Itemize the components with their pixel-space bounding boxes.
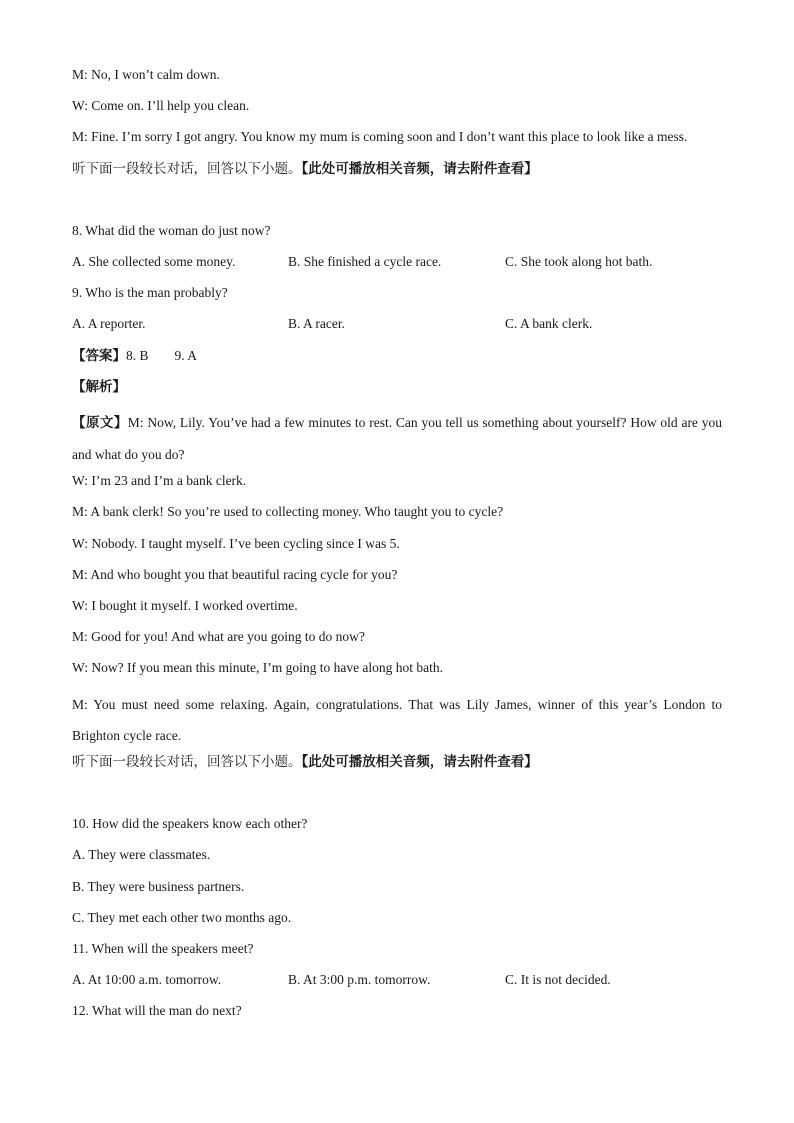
question-options xyxy=(72,969,722,1000)
analysis-label: 【解析】 xyxy=(72,378,126,395)
listening-instruction xyxy=(72,751,722,782)
dialogue-line: M: No, I won’t calm down. xyxy=(72,67,220,82)
transcript-line: W: I bought it myself. I worked overtime. xyxy=(72,598,298,614)
question-options xyxy=(72,313,722,344)
option-c: C. A bank clerk. xyxy=(505,316,593,332)
transcript-last: M: You must need some relaxing. Again, congratulations. That was Lily James, winner of this year’s London to Brighton cycle race. xyxy=(72,696,722,743)
instruction-text: 听下面一段较长对话，回答以下小题。 xyxy=(72,160,302,177)
option-b: B. At 3:00 p.m. tomorrow. xyxy=(288,972,431,988)
option-c: C. It is not decided. xyxy=(505,972,611,988)
question-stem: 12. What will the man do next? xyxy=(72,1003,242,1019)
option-b: B. A racer. xyxy=(288,316,345,332)
question-stem: 11. When will the speakers meet? xyxy=(72,940,254,956)
option-b: B. She finished a cycle race. xyxy=(288,253,442,269)
question-stem: 8. What did the woman do just now? xyxy=(72,222,271,238)
transcript-text: M: Now, Lily. You’ve had a few minutes to rest. Can you tell us something about yourself? How old are you and what do you do? xyxy=(72,414,722,463)
option-b: B. They were business partners. xyxy=(72,878,245,894)
option-c: C. They met each other two months ago. xyxy=(72,909,292,925)
question-options xyxy=(72,251,722,282)
transcript-line: W: Now? If you mean this minute, I’m going to have along hot bath. xyxy=(72,660,444,676)
option-a: A. They were classmates. xyxy=(72,847,211,863)
option-a: A. At 10:00 a.m. tomorrow. xyxy=(72,972,222,988)
answer-8: 8. B xyxy=(126,347,149,363)
option-a: A. A reporter. xyxy=(72,316,146,332)
transcript-line: M: Good for you! And what are you going to do now? xyxy=(72,629,365,645)
analysis-line xyxy=(72,376,722,407)
transcript-first xyxy=(72,407,722,470)
dialogue-line: W: Come on. I’ll help you clean. xyxy=(72,98,250,114)
audio-note: 【此处可播放相关音频，请去附件查看】 xyxy=(301,160,538,177)
transcript-line: M: And who bought you that beautiful racing cycle for you? xyxy=(72,566,398,582)
option-a: A. She collected some money. xyxy=(72,253,236,269)
question-stem: 9. Who is the man probably? xyxy=(72,285,228,301)
transcript-line: W: Nobody. I taught myself. I’ve been cycling since I was 5. xyxy=(72,535,400,551)
question-stem: 10. How did the speakers know each other? xyxy=(72,816,308,832)
transcript-line: M: A bank clerk! So you’re used to collecting money. Who taught you to cycle? xyxy=(72,504,504,520)
option-c: C. She took along hot bath. xyxy=(505,253,653,269)
dialogue-line: M: Fine. I’m sorry I got angry. You know my mum is coming soon and I don’t want this place to look like a mess. xyxy=(72,129,688,145)
answer-9: 9. A xyxy=(174,347,198,363)
audio-note: 【此处可播放相关音频，请去附件查看】 xyxy=(301,754,538,770)
instruction-text: 听下面一段较长对话，回答以下小题。 xyxy=(72,754,302,770)
answer-line xyxy=(72,345,722,376)
answer-label: 【答案】 xyxy=(72,347,126,364)
transcript-label: 【原文】 xyxy=(72,414,128,431)
listening-instruction xyxy=(72,158,722,189)
transcript-line: W: I’m 23 and I’m a bank clerk. xyxy=(72,473,247,489)
